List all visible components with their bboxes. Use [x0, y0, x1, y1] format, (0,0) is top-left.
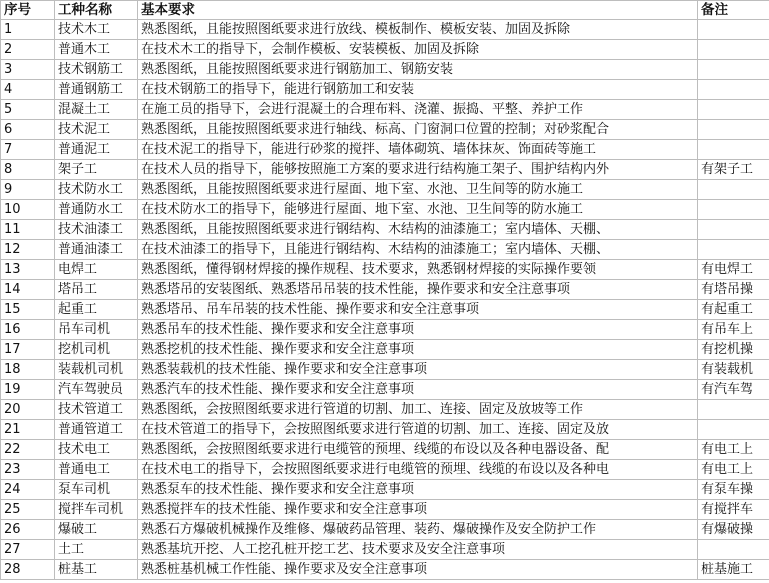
trade-name-cell: 技术钢筋工 [55, 60, 138, 80]
remark-cell: 有电工上 [698, 440, 769, 460]
remark-cell: 有塔吊操 [698, 280, 769, 300]
remark-cell: 桩基施工 [698, 560, 769, 580]
row-number-cell: 6 [1, 120, 55, 140]
trade-name-cell: 塔吊工 [55, 280, 138, 300]
table-row [1, 520, 769, 540]
table-row [1, 460, 769, 480]
row-number-cell: 2 [1, 40, 55, 60]
row-number-cell: 10 [1, 200, 55, 220]
remark-cell [698, 400, 769, 420]
table-row [1, 140, 769, 160]
trade-name-cell: 装载机司机 [55, 360, 138, 380]
basic-requirement-cell: 熟悉泵车的技术性能、操作要求和安全注意事项 [138, 480, 698, 500]
basic-requirement-cell: 在技术木工的指导下，会制作模板、安装模板、加固及拆除 [138, 40, 698, 60]
table-row [1, 220, 769, 240]
row-number-cell: 26 [1, 520, 55, 540]
basic-requirement-cell: 熟悉桩基机械工作性能、操作要求及安全注意事项 [138, 560, 698, 580]
trade-name-cell: 爆破工 [55, 520, 138, 540]
table-row [1, 280, 769, 300]
table-row [1, 20, 769, 40]
row-number-cell: 9 [1, 180, 55, 200]
basic-requirement-cell: 在技术油漆工的指导下，且能进行钢结构、木结构的油漆施工；室内墙体、天棚、 [138, 240, 698, 260]
trade-name-cell: 汽车驾驶员 [55, 380, 138, 400]
row-number-cell: 19 [1, 380, 55, 400]
trade-name-cell: 技术管道工 [55, 400, 138, 420]
trade-name-cell: 桩基工 [55, 560, 138, 580]
table-row [1, 340, 769, 360]
basic-requirement-cell: 在技术电工的指导下，会按照图纸要求进行电缆管的预埋、线缆的布设以及各种电 [138, 460, 698, 480]
row-number-cell: 14 [1, 280, 55, 300]
basic-requirement-cell: 熟悉汽车的技术性能、操作要求和安全注意事项 [138, 380, 698, 400]
row-number-cell: 21 [1, 420, 55, 440]
remark-cell: 有电工上 [698, 460, 769, 480]
table-row [1, 120, 769, 140]
basic-requirement-cell: 熟悉图纸，且能按照图纸要求进行钢结构、木结构的油漆施工；室内墙体、天棚、 [138, 220, 698, 240]
table-row [1, 160, 769, 180]
row-number-cell: 20 [1, 400, 55, 420]
table-row [1, 360, 769, 380]
remark-cell: 有搅拌车 [698, 500, 769, 520]
row-number-cell: 12 [1, 240, 55, 260]
header-note: 备注 [698, 1, 769, 20]
trade-name-cell: 普通电工 [55, 460, 138, 480]
row-number-cell: 25 [1, 500, 55, 520]
table-row [1, 400, 769, 420]
basic-requirement-cell: 在技术管道工的指导下，会按照图纸要求进行管道的切割、加工、连接、固定及放 [138, 420, 698, 440]
table-row [1, 560, 769, 580]
table-row [1, 480, 769, 500]
basic-requirement-cell: 熟悉基坑开挖、人工挖孔桩开挖工艺、技术要求及安全注意事项 [138, 540, 698, 560]
trade-name-cell: 搅拌车司机 [55, 500, 138, 520]
row-number-cell: 1 [1, 20, 55, 40]
remark-cell [698, 200, 769, 220]
trade-name-cell: 普通木工 [55, 40, 138, 60]
basic-requirement-cell: 熟悉图纸，且能按照图纸要求进行屋面、地下室、水池、卫生间等的防水施工 [138, 180, 698, 200]
row-number-cell: 15 [1, 300, 55, 320]
remark-cell [698, 20, 769, 40]
basic-requirement-cell: 熟悉挖机的技术性能、操作要求和安全注意事项 [138, 340, 698, 360]
trade-name-cell: 技术防水工 [55, 180, 138, 200]
table-body [1, 20, 769, 580]
remark-cell: 有汽车驾 [698, 380, 769, 400]
table-row [1, 380, 769, 400]
table-row [1, 180, 769, 200]
table-row [1, 320, 769, 340]
row-number-cell: 11 [1, 220, 55, 240]
header-no: 序号 [1, 1, 55, 20]
trade-name-cell: 技术泥工 [55, 120, 138, 140]
basic-requirement-cell: 熟悉图纸，会按照图纸要求进行管道的切割、加工、连接、固定及放坡等工作 [138, 400, 698, 420]
remark-cell [698, 40, 769, 60]
table-row [1, 260, 769, 280]
header-name: 工种名称 [55, 1, 138, 20]
basic-requirement-cell: 熟悉装载机的技术性能、操作要求和安全注意事项 [138, 360, 698, 380]
remark-cell: 有挖机操 [698, 340, 769, 360]
table-row [1, 60, 769, 80]
basic-requirement-cell: 熟悉搅拌车的技术性能、操作要求和安全注意事项 [138, 500, 698, 520]
trade-name-cell: 普通钢筋工 [55, 80, 138, 100]
remark-cell: 有架子工 [698, 160, 769, 180]
row-number-cell: 13 [1, 260, 55, 280]
trade-name-cell: 土工 [55, 540, 138, 560]
remark-cell [698, 120, 769, 140]
remark-cell: 有电焊工 [698, 260, 769, 280]
row-number-cell: 23 [1, 460, 55, 480]
basic-requirement-cell: 在技术人员的指导下，能够按照施工方案的要求进行结构施工架子、围护结构内外 [138, 160, 698, 180]
remark-cell [698, 100, 769, 120]
basic-requirement-cell: 在施工员的指导下，会进行混凝土的合理布料、浇灌、振捣、平整、养护工作 [138, 100, 698, 120]
header-row [1, 1, 769, 20]
basic-requirement-cell: 在技术防水工的指导下，能够进行屋面、地下室、水池、卫生间等的防水施工 [138, 200, 698, 220]
basic-requirement-cell: 熟悉图纸，且能按照图纸要求进行放线、模板制作、模板安装、加固及拆除 [138, 20, 698, 40]
remark-cell [698, 220, 769, 240]
trade-name-cell: 挖机司机 [55, 340, 138, 360]
row-number-cell: 5 [1, 100, 55, 120]
header-requirements: 基本要求 [138, 1, 698, 20]
table-row [1, 100, 769, 120]
table-row [1, 500, 769, 520]
row-number-cell: 4 [1, 80, 55, 100]
trade-name-cell: 普通管道工 [55, 420, 138, 440]
row-number-cell: 3 [1, 60, 55, 80]
trade-name-cell: 技术油漆工 [55, 220, 138, 240]
row-number-cell: 17 [1, 340, 55, 360]
basic-requirement-cell: 熟悉图纸，且能按照图纸要求进行钢筋加工、钢筋安装 [138, 60, 698, 80]
basic-requirement-cell: 熟悉图纸，会按照图纸要求进行电缆管的预埋、线缆的布设以及各种电器设备、配 [138, 440, 698, 460]
trade-name-cell: 电焊工 [55, 260, 138, 280]
table-row [1, 540, 769, 560]
remark-cell [698, 80, 769, 100]
row-number-cell: 8 [1, 160, 55, 180]
row-number-cell: 24 [1, 480, 55, 500]
trade-name-cell: 普通防水工 [55, 200, 138, 220]
table-row [1, 240, 769, 260]
table-row [1, 300, 769, 320]
row-number-cell: 18 [1, 360, 55, 380]
remark-cell: 有装载机 [698, 360, 769, 380]
trade-name-cell: 技术电工 [55, 440, 138, 460]
table-row [1, 80, 769, 100]
trade-name-cell: 泵车司机 [55, 480, 138, 500]
basic-requirement-cell: 熟悉图纸，懂得钢材焊接的操作规程、技术要求，熟悉钢材焊接的实际操作要领 [138, 260, 698, 280]
trade-name-cell: 吊车司机 [55, 320, 138, 340]
trade-name-cell: 混凝土工 [55, 100, 138, 120]
remark-cell [698, 180, 769, 200]
remark-cell: 有吊车上 [698, 320, 769, 340]
remark-cell [698, 240, 769, 260]
remark-cell: 有爆破操 [698, 520, 769, 540]
basic-requirement-cell: 在技术泥工的指导下，能进行砂浆的搅拌、墙体砌筑、墙体抹灰、饰面砖等施工 [138, 140, 698, 160]
trade-name-cell: 普通泥工 [55, 140, 138, 160]
trade-name-cell: 技术木工 [55, 20, 138, 40]
trade-name-cell: 起重工 [55, 300, 138, 320]
table-row [1, 440, 769, 460]
trade-name-cell: 普通油漆工 [55, 240, 138, 260]
row-number-cell: 16 [1, 320, 55, 340]
row-number-cell: 22 [1, 440, 55, 460]
table-row [1, 200, 769, 220]
basic-requirement-cell: 熟悉图纸，且能按照图纸要求进行轴线、标高、门窗洞口位置的控制；对砂浆配合 [138, 120, 698, 140]
remark-cell: 有泵车操 [698, 480, 769, 500]
basic-requirement-cell: 熟悉石方爆破机械操作及维修、爆破药品管理、装药、爆破操作及安全防护工作 [138, 520, 698, 540]
basic-requirement-cell: 熟悉塔吊的安装图纸、熟悉塔吊吊装的技术性能，操作要求和安全注意事项 [138, 280, 698, 300]
remark-cell: 有起重工 [698, 300, 769, 320]
remark-cell [698, 540, 769, 560]
basic-requirement-cell: 熟悉吊车的技术性能、操作要求和安全注意事项 [138, 320, 698, 340]
table-row [1, 40, 769, 60]
row-number-cell: 28 [1, 560, 55, 580]
basic-requirement-cell: 在技术钢筋工的指导下，能进行钢筋加工和安装 [138, 80, 698, 100]
table-row [1, 420, 769, 440]
remark-cell [698, 420, 769, 440]
remark-cell [698, 140, 769, 160]
remark-cell [698, 60, 769, 80]
row-number-cell: 7 [1, 140, 55, 160]
row-number-cell: 27 [1, 540, 55, 560]
trade-name-cell: 架子工 [55, 160, 138, 180]
basic-requirement-cell: 熟悉塔吊、吊车吊装的技术性能、操作要求和安全注意事项 [138, 300, 698, 320]
